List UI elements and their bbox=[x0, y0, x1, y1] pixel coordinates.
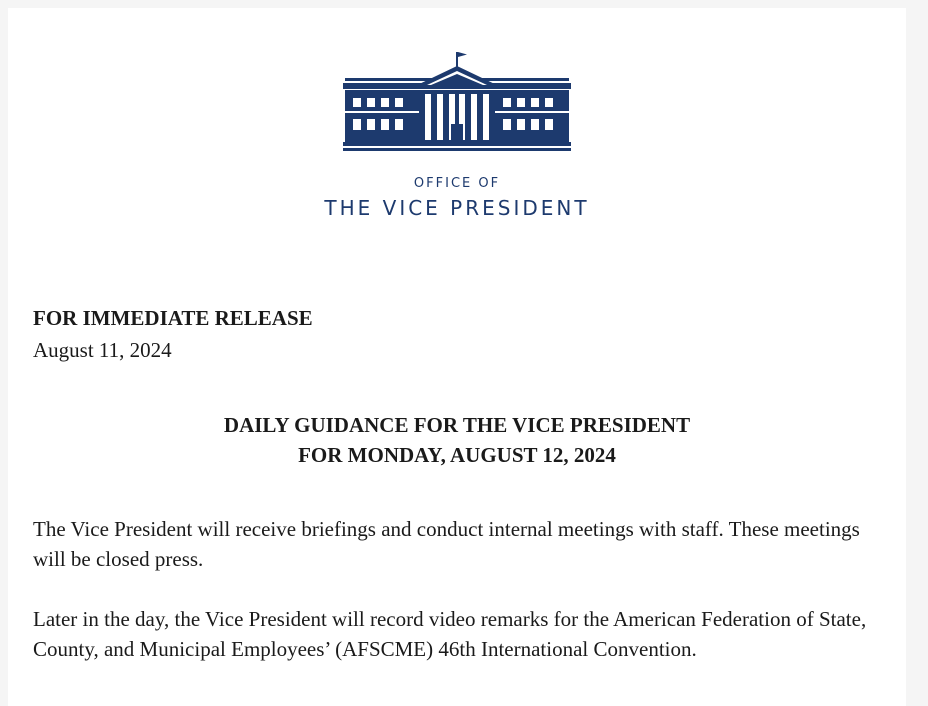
release-label: FOR IMMEDIATE RELEASE bbox=[33, 306, 313, 330]
press-release-page bbox=[8, 8, 906, 706]
office-of-label: OFFICE OF bbox=[413, 176, 501, 191]
body-paragraph: Later in the day, the Vice President will record video remarks for the American Federation of State, County, and Municipal Employees’ (AFSCME) 46th International Convention. bbox=[33, 607, 867, 661]
headline-line: FOR MONDAY, AUGUST 12, 2024 bbox=[298, 443, 616, 467]
white-house-icon bbox=[343, 50, 571, 152]
headline bbox=[8, 410, 906, 470]
headline-line: DAILY GUIDANCE FOR THE VICE PRESIDENT bbox=[223, 413, 691, 437]
release-date: August 11, 2024 bbox=[33, 338, 172, 362]
office-name: THE VICE PRESIDENT bbox=[324, 196, 590, 220]
letterhead bbox=[8, 8, 906, 248]
body-paragraph: The Vice President will receive briefings and conduct internal meetings with staff. These meetings will be closed press. bbox=[33, 517, 860, 571]
